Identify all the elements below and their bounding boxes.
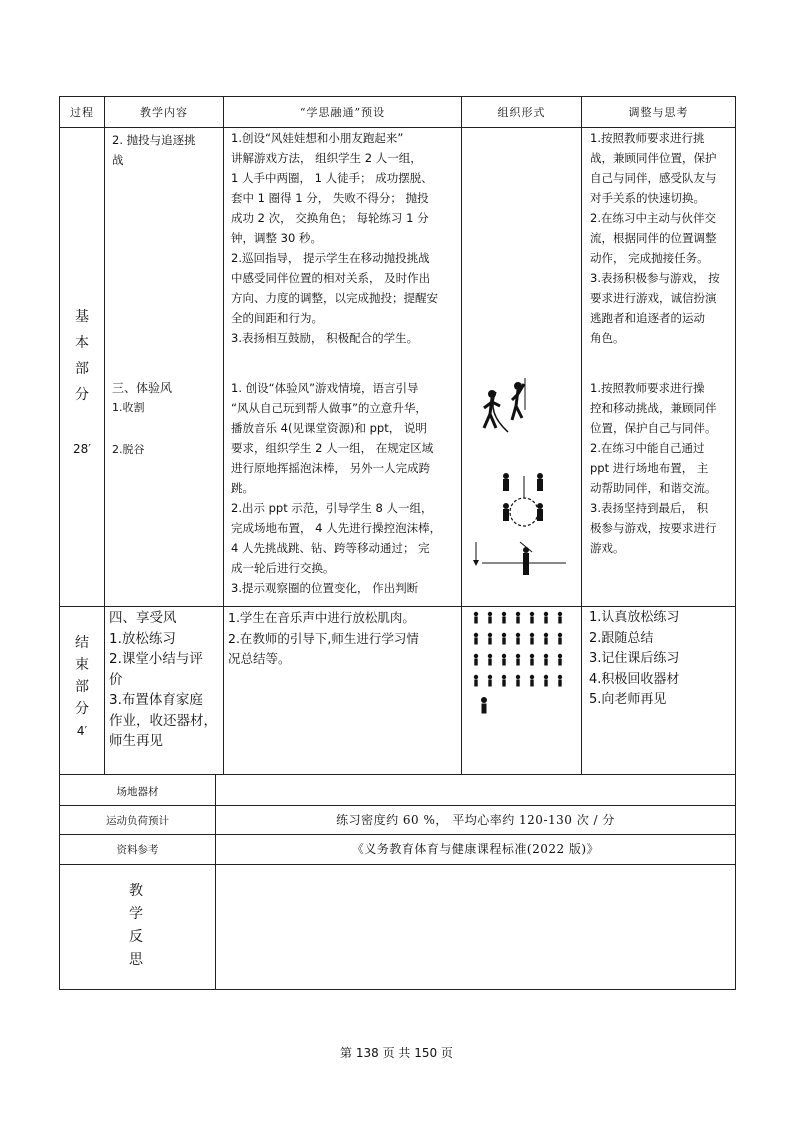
- adjust-text-2: 1.按照教师要求进行操 控和移动挑战，兼顾同伴 位置，保护自己与同伴。 2.在练习中能自己通过 ppt 进行场地布置， 主 动帮助同伴，和谐交流。 3.表扬坚持到最后， 积 极参与游戏，按要求进行 游戏。: [590, 381, 717, 555]
- page-number: 第 138 页 共 150 页: [340, 1046, 453, 1060]
- person-icon: [544, 612, 548, 624]
- reflection-char: 学: [129, 906, 143, 922]
- reflection-char: 教: [129, 883, 143, 899]
- basic-content-2: [112, 378, 220, 460]
- person-icon: [516, 612, 520, 624]
- person-icon: [512, 382, 524, 420]
- reflection-label: [116, 880, 156, 972]
- end-title-char: 分: [75, 701, 89, 717]
- ref-label: 资料参考: [116, 844, 159, 856]
- end-title-char: 部: [75, 679, 89, 695]
- ref-value: 《义务教育体育与健康课程标准(2022 版)》: [351, 842, 600, 856]
- end-adjust: [589, 608, 733, 711]
- load-value: 练习密度约 60 %， 平均心率约 120-130 次 / 分: [336, 813, 615, 827]
- reflection-char: 思: [129, 952, 143, 968]
- header-preset: “学思融通”预设: [299, 106, 386, 119]
- person-icon: [503, 473, 543, 575]
- figure-illustration-lower: [470, 462, 570, 592]
- header-process: 过程: [70, 106, 94, 119]
- preset-text-1: 1.创设“风娃娃想和小朋友跑起来” 讲解游戏方法， 组织学生 2 人一组， 1 人手中两圈， 1 人徒手； 成功摆脱、 套中 1 圈得 1 分， 失败不得分； 抛投 成功 2 次， 交换角色； 每轮练习 1 分 钟，调整 30 秒。 2.巡回指导， 提示学生在移动抛投挑战 中感受同伴位置的相对关系， 及时作出 方向、力度的调整，以完成抛投；提醒安 全的间距和行为。 3.表扬相互鼓励， 积极配合的学生。: [231, 131, 438, 345]
- person-icon: [474, 612, 478, 624]
- end-adjust-text: 1.认真放松练习 2.跟随总结 3.记住课后练习 4.积极回收器材 5.向老师再见: [589, 610, 680, 707]
- figure-illustration-upper: [470, 370, 570, 440]
- header-content: 教学内容: [140, 106, 188, 119]
- basic-adjust-2: [590, 378, 732, 558]
- person-icon: [530, 612, 534, 624]
- header-organization: 组织形式: [497, 106, 546, 119]
- basic-title-char: 部: [75, 361, 89, 377]
- basic-title-char: 基: [75, 309, 89, 325]
- basic-section-time: 28′: [73, 442, 91, 456]
- basic-section-title: [62, 304, 102, 408]
- end-preset-text: 1.学生在音乐声中进行放松肌肉。 2.在教师的引导下,师生进行学习情 况总结等。: [228, 610, 419, 666]
- teacher-icon: [481, 697, 487, 714]
- venue-label: 场地器材: [116, 786, 159, 798]
- basic-preset-1: [231, 128, 459, 348]
- student-formation: [474, 612, 562, 687]
- end-content: [109, 608, 222, 752]
- end-preset: [228, 608, 460, 670]
- person-icon: [558, 612, 562, 624]
- basic-adjust-1: [590, 128, 732, 348]
- content-experience-wind: 三、体验风: [112, 381, 173, 395]
- basic-title-char: 分: [75, 387, 89, 403]
- end-content-text: 四、享受风 1.放松练习 2.课堂小结与评 价 3.布置体育家庭 作业，收还器材， 师生再见: [109, 610, 217, 749]
- content-throw-chase: 2. 抛投与追逐挑 战: [112, 133, 196, 167]
- content-threshing: 2.脱谷: [112, 443, 145, 456]
- person-icon: [484, 390, 500, 428]
- reflection-char: 反: [129, 929, 143, 945]
- load-label: 运动负荷预计: [106, 815, 169, 827]
- figure-formation: [470, 610, 575, 725]
- end-title-char: 束: [75, 657, 89, 673]
- person-icon: [502, 612, 506, 624]
- end-section-time: 4′: [76, 724, 88, 738]
- end-title-char: 结: [75, 635, 89, 651]
- content-harvest: 1.收割: [112, 401, 145, 414]
- person-icon: [488, 612, 492, 624]
- preset-text-2: 1. 创设“体验风”游戏情境，语言引导 “风从自己玩到帮人做事”的立意升华， 播放音乐 4(见课堂资源)和 ppt， 说明 要求，组织学生 2 人一组， 在规定区域 进行原地挥摇泡沫棒， 另外一人完成跨 跳。 2.出示 ppt 示范，引导学生 8 人一组， 完成场地布置， 4 人先进行操控泡沫棒， 4 人先挑战跳、钻、跨等移动通过； 完 成一轮后进行交换。 3.提示观察圈的位置变化， 作出判断: [231, 381, 442, 595]
- basic-content-1: [112, 130, 220, 170]
- adjust-text-1: 1.按照教师要求进行挑 战，兼顾同伴位置，保护 自己与同伴，感受队友与 对手关系的快速切换。 2.在练习中主动与伙伴交 流，根据同伴的位置调整 动作， 完成抛接任务。 3.表扬积极参与游戏， 按 要求进行游戏，诚信扮演 逃跑者和追逐者的运动 角色。: [590, 131, 720, 345]
- basic-title-char: 本: [75, 335, 89, 351]
- header-adjust: 调整与思考: [628, 106, 689, 119]
- end-section-title: [62, 632, 102, 742]
- basic-preset-2: [231, 378, 459, 598]
